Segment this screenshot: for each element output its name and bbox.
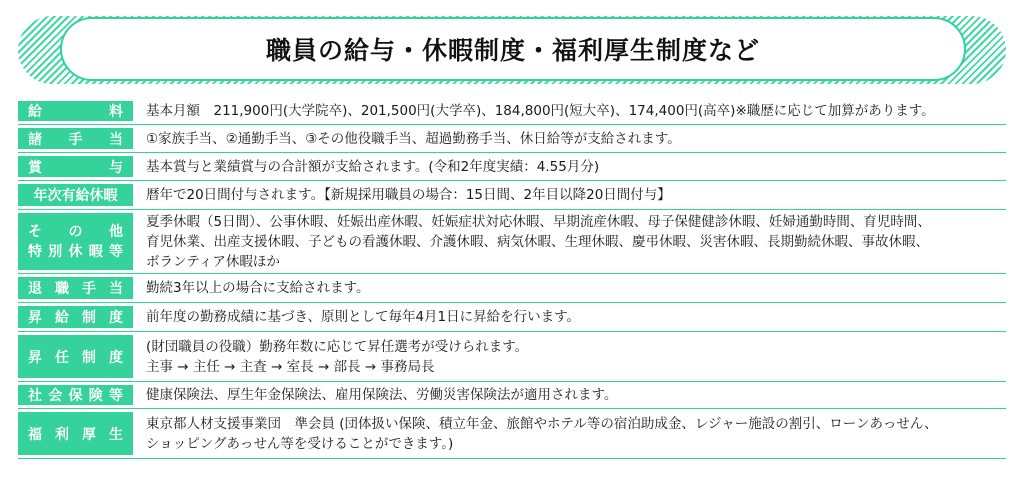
row-value-line: 夏季休暇（5日間）、公事休暇、妊娠出産休暇、妊娠症状対応休暇、早期流産休暇、母子保健健診休暇、妊婦通勤時間、育児時間、 xyxy=(146,213,931,230)
row-value-line: 前年度の勤務成績に基づき、原則として毎年4月1日に昇給を行います。 xyxy=(146,309,581,325)
label-char: 社 xyxy=(28,388,42,404)
label-char: 別 xyxy=(48,243,63,260)
row-value-line: 暦年で20日間付与されます。【新規採用職員の場合：15日間、2年目以降20日間付与】 xyxy=(146,187,671,203)
label-char: の xyxy=(68,223,83,240)
row-label-line xyxy=(28,242,123,262)
row-value-line: (財団職員の役職）勤務年数に応じて昇任選考が受けられます。 xyxy=(146,338,529,355)
info-table xyxy=(18,98,1006,459)
label-char: 手 xyxy=(82,281,96,297)
row-label xyxy=(18,156,133,177)
label-char: 等 xyxy=(109,243,123,260)
label-char: 利 xyxy=(55,426,69,443)
label-char: 特 xyxy=(28,243,42,260)
label-char: そ xyxy=(28,223,42,240)
label-char: 保 xyxy=(68,388,83,404)
row-value xyxy=(133,98,1006,124)
label-char: 暇 xyxy=(88,243,103,260)
table-row xyxy=(18,409,1006,459)
row-value xyxy=(133,153,1006,180)
label-char: 休 xyxy=(68,243,83,260)
row-value xyxy=(133,303,1006,331)
title-banner xyxy=(18,16,1006,84)
label-char: 度 xyxy=(109,310,123,326)
label-char: 賞 xyxy=(28,159,42,176)
label-char: 当 xyxy=(109,131,123,148)
row-value xyxy=(133,274,1006,302)
table-row xyxy=(18,98,1006,125)
label-char: 福 xyxy=(28,426,42,443)
row-label xyxy=(18,335,133,378)
row-value xyxy=(133,332,1006,381)
label-char: 昇 xyxy=(28,349,42,366)
label-char: 職 xyxy=(55,281,69,297)
label-char: 給 xyxy=(55,310,69,326)
title-pill xyxy=(60,17,966,81)
table-row xyxy=(18,332,1006,382)
row-value-line: ボランティア休暇ほか xyxy=(146,253,280,270)
label-char: 当 xyxy=(109,281,123,297)
label-char: 退 xyxy=(28,281,42,297)
label-char: 会 xyxy=(48,388,63,404)
row-label xyxy=(18,385,133,405)
row-value-line: ①家族手当、②通勤手当、③その他役職手当、超過勤務手当、休日給等が支給されます。 xyxy=(146,130,681,147)
label-char: 等 xyxy=(109,388,123,404)
table-row xyxy=(18,303,1006,332)
label-char: 度 xyxy=(109,349,123,366)
page-title: 職員の給与・休暇制度・福利厚生制度など xyxy=(265,36,760,65)
table-row xyxy=(18,125,1006,153)
row-label xyxy=(18,213,133,270)
label-char: 諸 xyxy=(28,131,42,148)
row-value xyxy=(133,125,1006,152)
row-label xyxy=(18,101,133,121)
row-label: 年次有給休暇 xyxy=(18,184,133,206)
row-label xyxy=(18,306,133,328)
label-char: 生 xyxy=(109,426,123,443)
table-row xyxy=(18,181,1006,210)
row-label xyxy=(18,277,133,299)
table-row xyxy=(18,153,1006,181)
row-value-line: 東京都人材支援事業団 準会員 (団体扱い保険、積立年金、旅館やホテル等の宿泊助成金、レジャー施設の割引、ローンあっせん、 xyxy=(146,415,938,432)
table-row xyxy=(18,210,1006,274)
label-char: 険 xyxy=(88,388,103,404)
row-value xyxy=(133,181,1006,209)
row-label xyxy=(18,128,133,149)
row-value-line: 基本月額 211,900円(大学院卒)、201,500円(大学卒)、184,800円(短大卒)、174,400円(高卒)※職歴に応じて加算があります。 xyxy=(146,103,935,119)
table-row xyxy=(18,382,1006,409)
row-value xyxy=(133,382,1006,408)
label-char: 制 xyxy=(82,310,96,326)
table-row xyxy=(18,274,1006,303)
row-value-line: 主事 → 主任 → 主査 → 室長 → 部長 → 事務局長 xyxy=(146,358,435,375)
label-char: 任 xyxy=(55,349,69,366)
label-char: 制 xyxy=(82,349,96,366)
row-value xyxy=(133,409,1006,458)
row-label-line xyxy=(28,222,123,242)
label-char: 給 xyxy=(28,104,42,120)
row-value-line: 基本賞与と業績賞与の合計額が支給されます。(令和2年度実績：4.55月分) xyxy=(146,158,600,175)
row-value-line: 育児休業、出産支援休暇、子どもの看護休暇、介護休暇、病気休暇、生理休暇、慶弔休暇、災害休暇、長期勤続休暇、事故休暇、 xyxy=(146,233,929,250)
row-value-line: 勤続3年以上の場合に支給されます。 xyxy=(146,280,370,296)
label-char: 昇 xyxy=(28,310,42,326)
row-value xyxy=(133,210,1006,273)
row-value-line: ショッピングあっせん等を受けることができます。) xyxy=(146,435,454,452)
label-char: 与 xyxy=(109,159,123,176)
label-char: 厚 xyxy=(82,426,96,443)
row-label xyxy=(18,412,133,455)
row-value-line: 健康保険法、厚生年金保険法、雇用保険法、労働災害保険法が適用されます。 xyxy=(146,387,618,403)
label-char: 他 xyxy=(109,223,123,240)
label-char: 料 xyxy=(109,104,123,120)
label-char: 手 xyxy=(68,131,83,148)
